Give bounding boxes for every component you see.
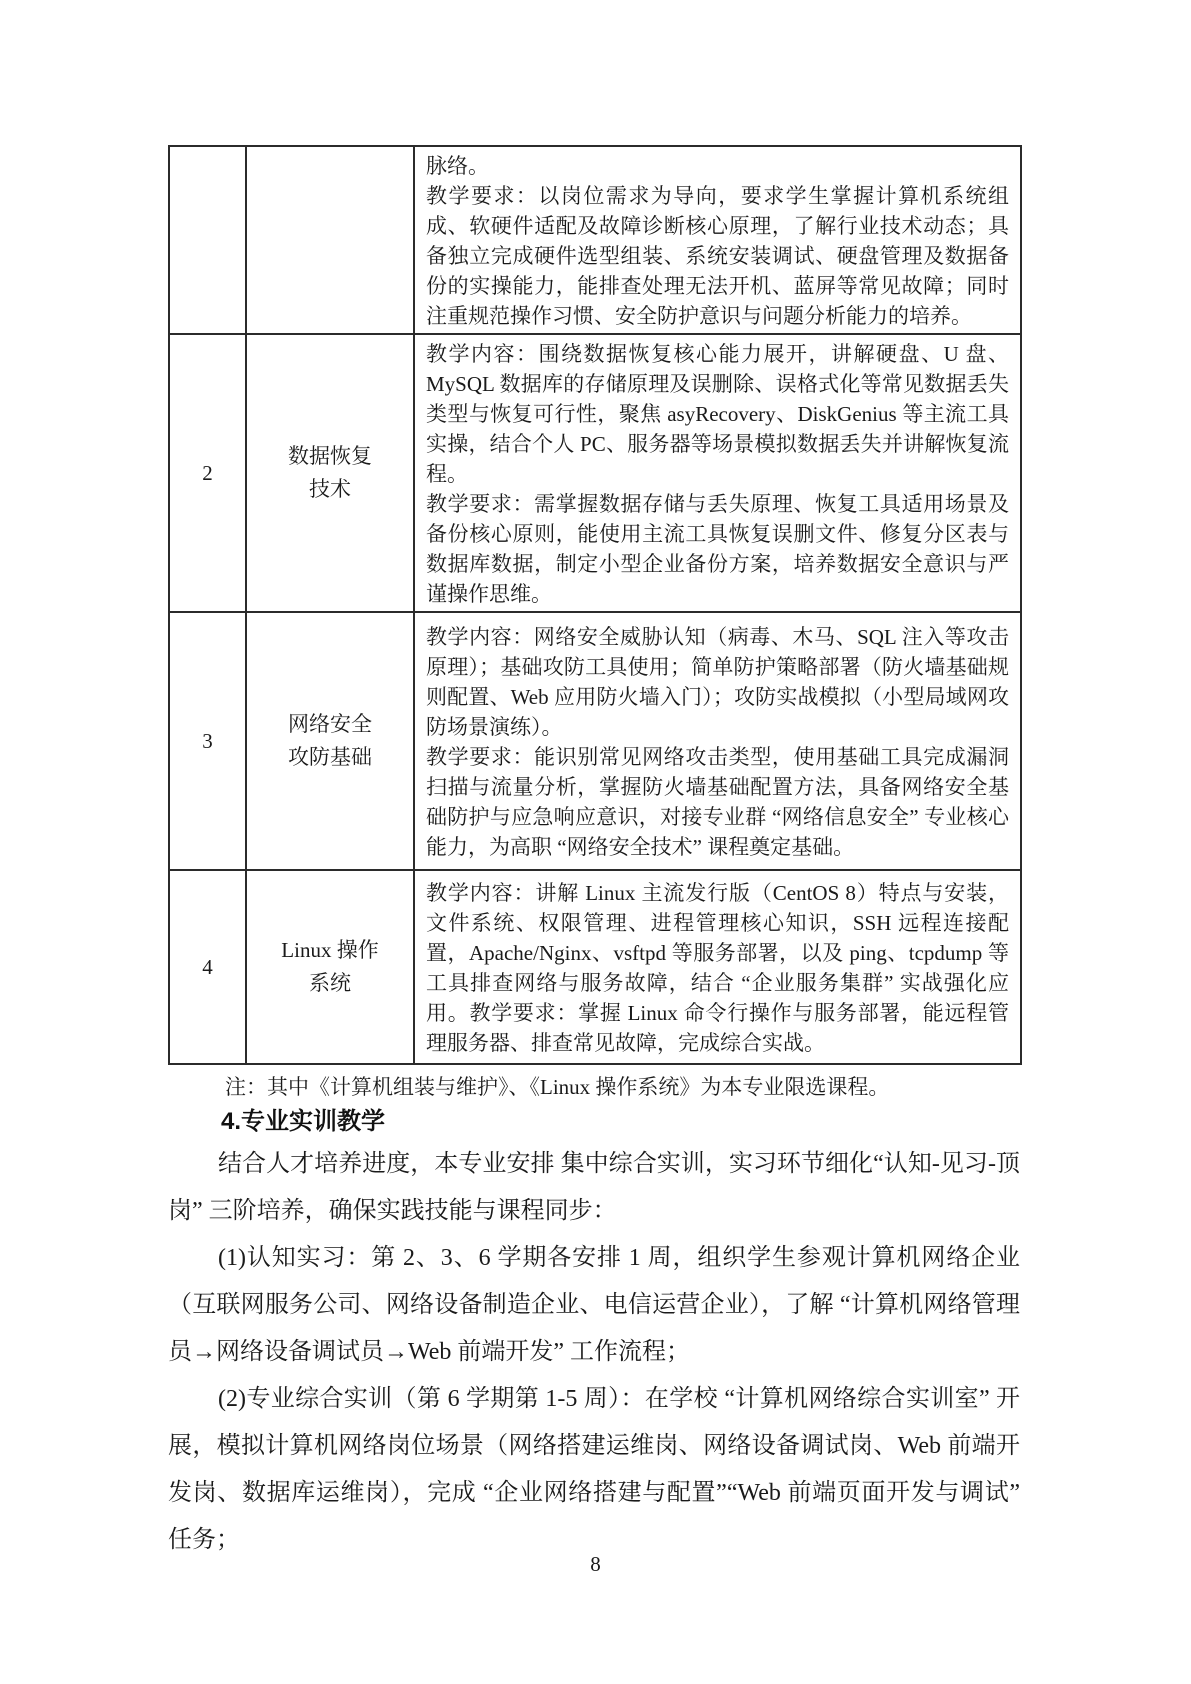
section-heading: 4.专业实训教学 — [221, 1108, 386, 1135]
course-name-cell — [246, 870, 414, 1064]
content-paragraph: 教学内容：围绕数据恢复核心能力展开，讲解硬盘、U 盘、MySQL 数据库的存储原理及误删除、误格式化等常见数据丢失类型与恢复可行性，聚焦 asyRecovery、DiskGenius 等主流工具实操，结合个人 PC、服务器等场景模拟数据丢失并讲解恢复流程。 — [426, 342, 1009, 486]
course-name-line: 攻防基础 — [288, 745, 372, 769]
table-note: 注：其中《计算机组装与维护》、《Linux 操作系统》为本专业限选课程。 — [225, 1075, 890, 1099]
content-paragraph: 教学要求：能识别常见网络攻击类型，使用基础工具完成漏洞扫描与流量分析，掌握防火墙基础配置方法，具备网络安全基础防护与应急响应意识，对接专业群 “网络信息安全” 专业核心能力，为高职 “网络安全技术” 课程奠定基础。 — [426, 745, 1009, 859]
table-row — [169, 146, 1021, 334]
body-paragraph: (2)专业综合实训（第 6 学期第 1-5 周）：在学校 “计算机网络综合实训室” 开展，模拟计算机网络岗位场景（网络搭建运维岗、网络设备调试岗、Web 前端开发岗、数据库运维岗），完成 “企业网络搭建与配置”“Web 前端页面开发与调试” 任务； — [168, 1386, 1020, 1553]
row-number-cell: 2 — [169, 334, 246, 612]
content-paragraph: 教学内容：网络安全威胁认知（病毒、木马、SQL 注入等攻击原理）；基础攻防工具使用；简单防护策略部署（防火墙基础规则配置、Web 应用防火墙入门）；攻防实战模拟（小型局域网攻防场景演练）。 — [426, 625, 1009, 739]
course-name-line: 技术 — [309, 477, 351, 501]
course-content-cell — [414, 612, 1021, 870]
row-number-cell: 3 — [169, 612, 246, 870]
content-paragraph: 教学内容：讲解 Linux 主流发行版（CentOS 8）特点与安装，文件系统、权限管理、进程管理核心知识，SSH 远程连接配置，Apache/Nginx、vsftpd 等服务部署，以及 ping、tcpdump 等工具排查网络与服务故障，结合 “企业服务集群” 实战强化应用。教学要求：掌握 Linux 命令行操作与服务部署，能远程管理服务器、排查常见故障，完成综合实战。 — [426, 881, 1009, 1055]
course-name-line: 数据恢复 — [288, 444, 372, 468]
content-paragraph: 脉络。 — [426, 154, 489, 178]
page-number: 8 — [590, 1552, 601, 1576]
content-paragraph: 教学要求：需掌握数据存储与丢失原理、恢复工具适用场景及备份核心原则，能使用主流工具恢复误删文件、修复分区表与数据库数据，制定小型企业备份方案，培养数据安全意识与严谨操作思维。 — [426, 492, 1009, 606]
course-content-cell — [414, 334, 1021, 612]
body-paragraph: (1)认知实习：第 2、3、6 学期各安排 1 周，组织学生参观计算机网络企业（互联网服务公司、网络设备制造企业、电信运营企业），了解 “计算机网络管理员→网络设备调试员→Web 前端开发” 工作流程； — [168, 1245, 1020, 1365]
row-number-cell: 4 — [169, 870, 246, 1064]
body-paragraph: 结合人才培养进度，本专业安排 集中综合实训，实习环节细化“认知-见习-顶岗” 三阶培养，确保实践技能与课程同步： — [168, 1151, 1020, 1224]
course-content-cell — [414, 146, 1021, 334]
table-row — [169, 612, 1021, 870]
course-table — [168, 145, 1022, 1065]
table-row — [169, 870, 1021, 1064]
row-number-cell — [169, 146, 246, 334]
body-text — [168, 1141, 1020, 1564]
course-name-cell — [246, 146, 414, 334]
course-name-cell — [246, 334, 414, 612]
course-content-cell — [414, 870, 1021, 1064]
course-name-line: Linux 操作 — [281, 938, 379, 962]
course-name-cell — [246, 612, 414, 870]
table-row — [169, 334, 1021, 612]
course-name-line: 系统 — [309, 971, 351, 995]
content-paragraph: 教学要求：以岗位需求为导向，要求学生掌握计算机系统组成、软硬件适配及故障诊断核心原理，了解行业技术动态；具备独立完成硬件选型组装、系统安装调试、硬盘管理及数据备份的实操能力，能排查处理无法开机、蓝屏等常见故障；同时注重规范操作习惯、安全防护意识与问题分析能力的培养。 — [426, 184, 1009, 328]
course-name-line: 网络安全 — [288, 712, 372, 736]
